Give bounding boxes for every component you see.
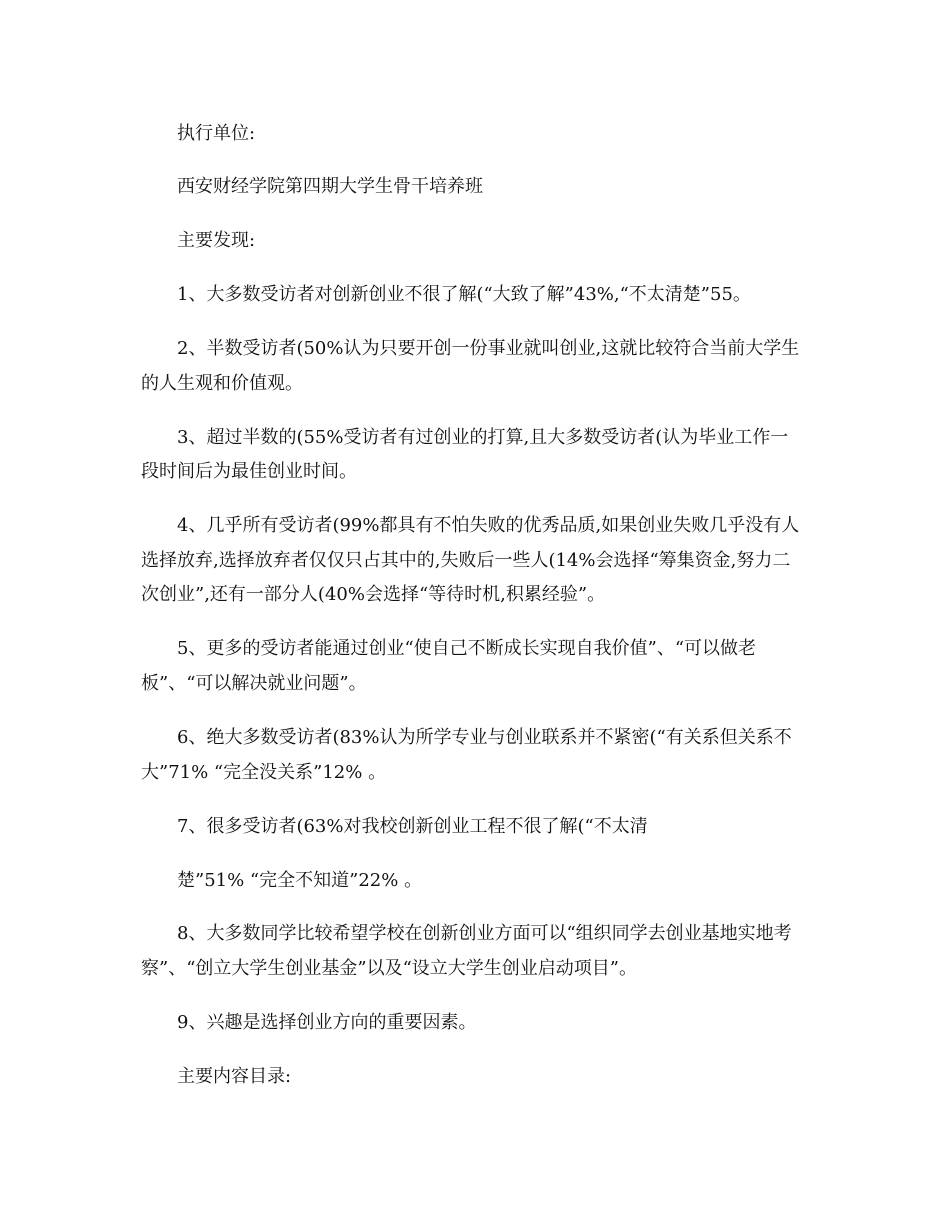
finding-7-line-2: 楚”51% “完全不知道”22% 。: [177, 870, 423, 891]
unit-name: 西安财经学院第四期大学生骨干培养班: [177, 176, 483, 197]
unit-label: 执行单位:: [177, 123, 256, 144]
finding-5-line-2: 板”、“可以解决就业问题”。: [141, 673, 367, 694]
finding-5-line-1: 5、更多的受访者能通过创业“使自己不断成长实现自我价值”、“可以做老: [177, 638, 757, 659]
findings-heading: 主要发现:: [177, 230, 256, 251]
contents-heading: 主要内容目录:: [177, 1066, 292, 1087]
finding-3-line-1: 3、超过半数的(55%受访者有过创业的打算,且大多数受访者(认为毕业工作一: [177, 427, 789, 448]
finding-2-line-1: 2、半数受访者(50%认为只要开创一份事业就叫创业,这就比较符合当前大学生: [177, 338, 800, 359]
finding-6-line-2: 大”71% “完全没关系”12% 。: [141, 762, 387, 783]
finding-4-line-3: 次创业”,还有一部分人(40%会选择“等待时机,积累经验”。: [141, 584, 606, 605]
finding-8-line-2: 察”、“创立大学生创业基金”以及“设立大学生创业启动项目”。: [141, 958, 638, 979]
finding-1-line-1: 1、大多数受访者对创新创业不很了解(“大致了解”43%,“不太清楚”55。: [177, 284, 751, 305]
finding-6-line-1: 6、绝大多数受访者(83%认为所学专业与创业联系并不紧密(“有关系但关系不: [177, 727, 792, 748]
finding-9-line-1: 9、兴趣是选择创业方向的重要因素。: [177, 1012, 477, 1033]
finding-3-line-2: 段时间后为最佳创业时间。: [141, 461, 357, 482]
finding-8-line-1: 8、大多数同学比较希望学校在创新创业方面可以“组织同学去创业基地实地考: [177, 923, 792, 944]
finding-7-line-1: 7、很多受访者(63%对我校创新创业工程不很了解(“不太清: [177, 816, 648, 837]
finding-2-line-2: 的人生观和价值观。: [141, 373, 303, 394]
finding-4-line-2: 选择放弃,选择放弃者仅仅只占其中的,失败后一些人(14%会选择“筹集资金,努力二: [141, 550, 791, 571]
finding-4-line-1: 4、几乎所有受访者(99%都具有不怕失败的优秀品质,如果创业失败几乎没有人: [177, 515, 800, 536]
